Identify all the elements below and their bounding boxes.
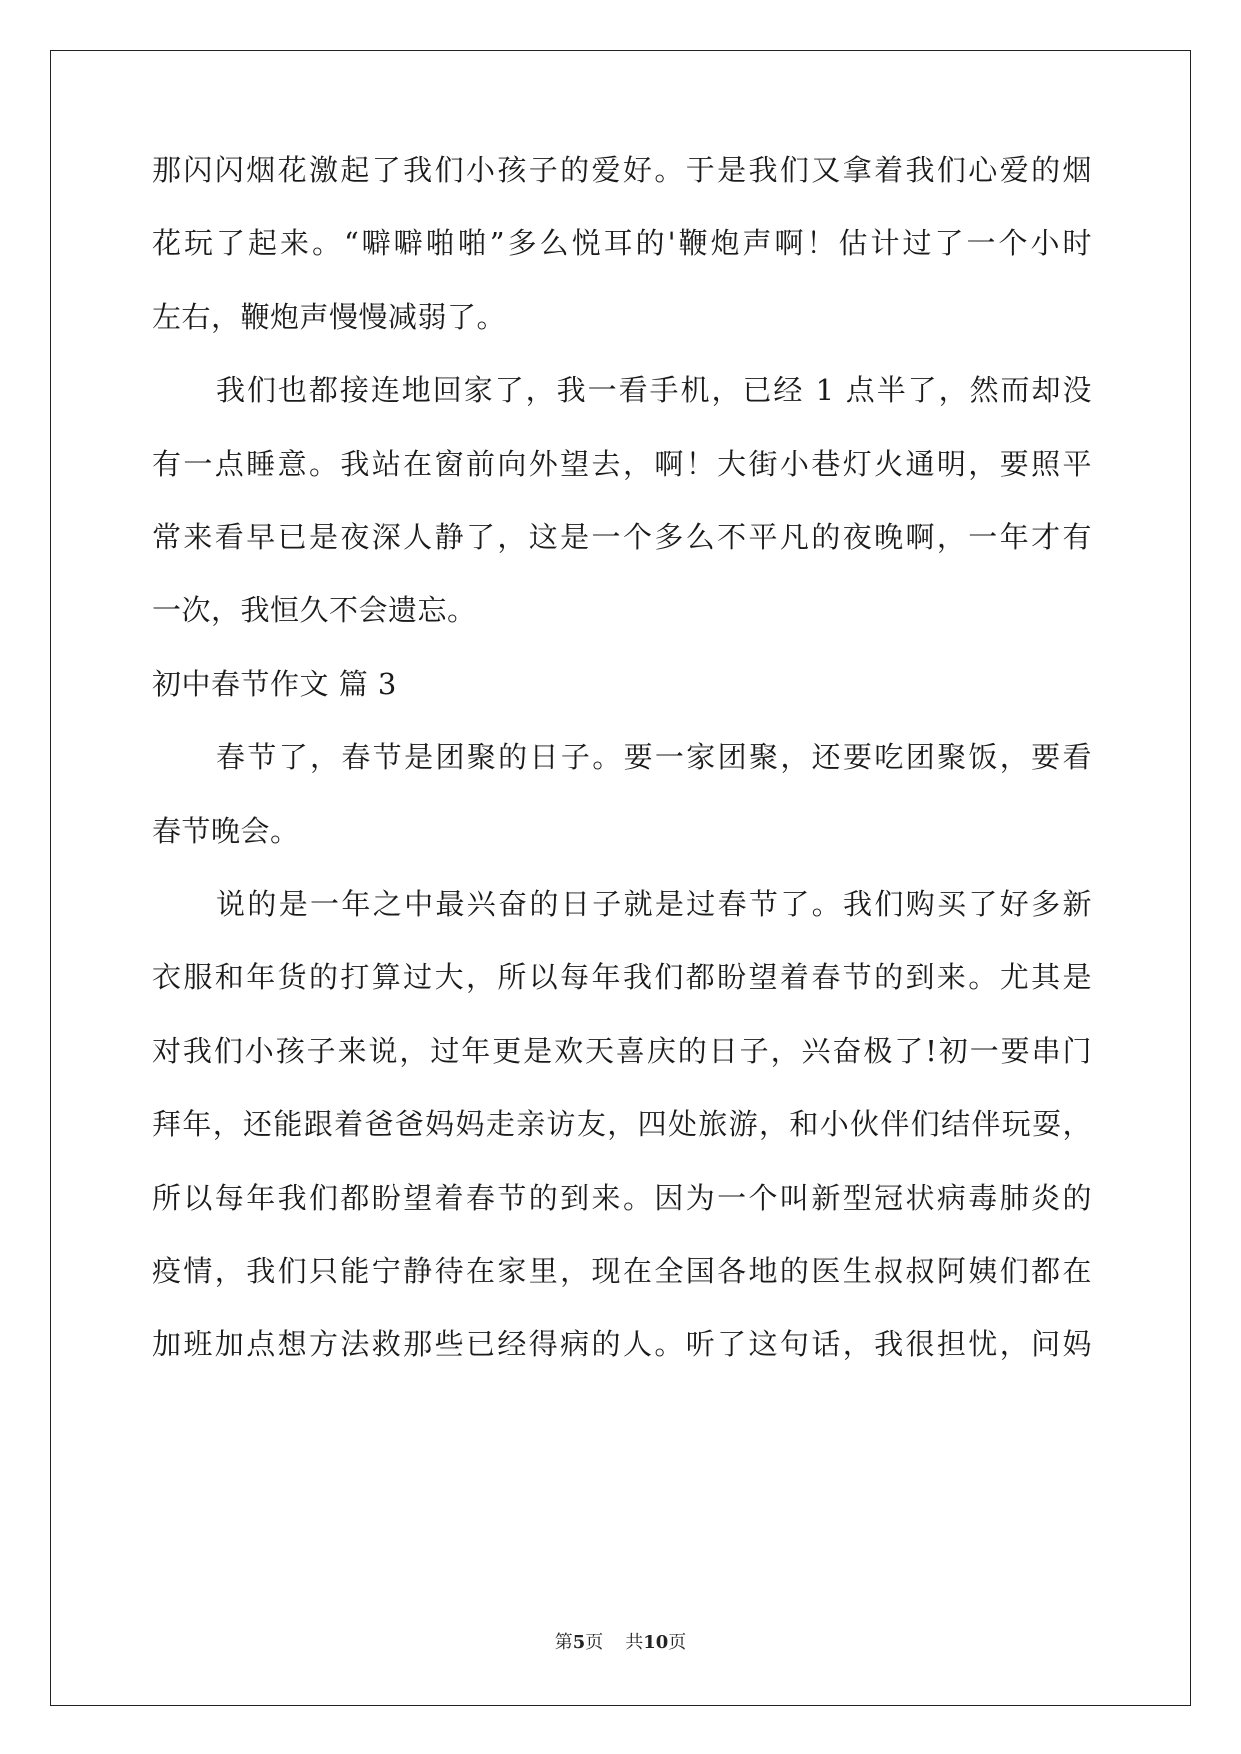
text-line: 一次，我恒久不会遗忘。: [152, 593, 477, 628]
page-number: 5: [572, 1632, 586, 1653]
text-line: 加班加点想方法救那些已经得病的人。听了这句话，我很担忧，问妈: [152, 1327, 1092, 1362]
total-pages: 10: [643, 1632, 669, 1653]
text-line: 说的是一年之中最兴奋的日子就是过春节了。我们购买了好多新: [216, 887, 1092, 921]
text-line: 我们也都接连地回家了，我一看手机，已经 1 点半了，然而却没: [216, 373, 1092, 408]
text-line: 春节了，春节是团聚的日子。要一家团聚，还要吃团聚饭，要看: [216, 740, 1092, 775]
text-line: 那闪闪烟花激起了我们小孩子的爱好。于是我们又拿着我们心爱的烟: [152, 153, 1092, 187]
text-line: 有一点睡意。我站在窗前向外望去，啊！大街小巷灯火通明，要照平: [152, 446, 1092, 481]
text-line: 疫情，我们只能宁静待在家里，现在全国各地的医生叔叔阿姨们都在: [152, 1254, 1092, 1288]
text-line: 春节晚会。: [152, 813, 300, 848]
total-suffix: 页: [668, 1632, 687, 1653]
page-prefix: 第: [554, 1632, 573, 1653]
text-line: 所以每年我们都盼望着春节的到来。因为一个叫新型冠状病毒肺炎的: [152, 1180, 1092, 1215]
text-line: 衣服和年货的打算过大，所以每年我们都盼望着春节的到来。尤其是: [152, 960, 1092, 995]
text-line: 左右，鞭炮声慢慢减弱了。: [152, 299, 507, 334]
total-prefix: 共: [625, 1632, 644, 1653]
page-footer: [0, 1628, 1241, 1654]
text-line: 花玩了起来。“噼噼啪啪”多么悦耳的'鞭炮声啊！估计过了一个小时: [152, 226, 1092, 261]
page-suffix: 页: [585, 1632, 604, 1653]
text-line: 拜年，还能跟着爸爸妈妈走亲访友，四处旅游，和小伙伴们结伴玩耍，: [152, 1107, 1092, 1142]
section-heading: 初中春节作文 篇 3: [152, 666, 397, 701]
text-line: 对我们小孩子来说，过年更是欢天喜庆的日子，兴奋极了!初一要串门: [152, 1033, 1092, 1068]
text-line: 常来看早已是夜深人静了，这是一个多么不平凡的夜晚啊，一年才有: [152, 520, 1092, 554]
